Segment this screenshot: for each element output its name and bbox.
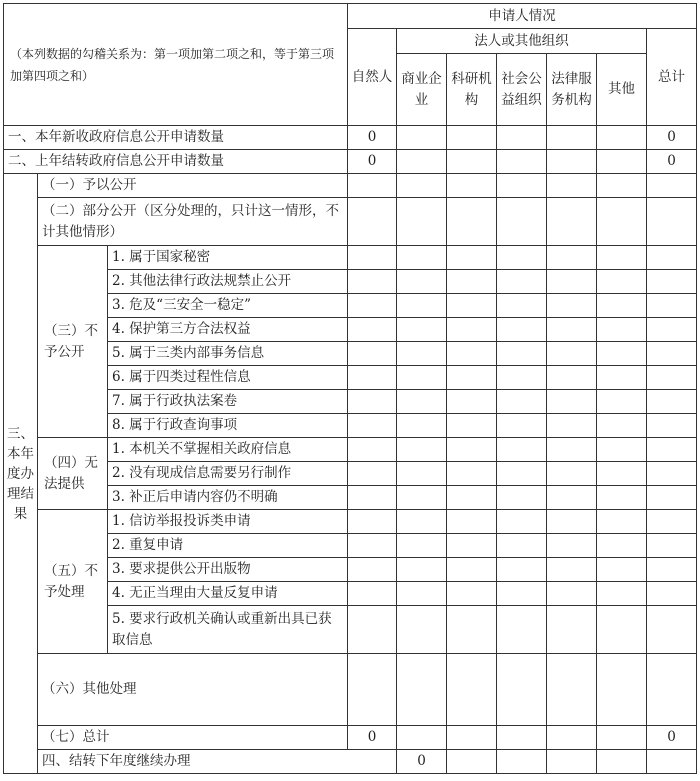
- row-label: 3. 补正后申请内容仍不明确: [108, 486, 348, 510]
- row-label: （七）总计: [38, 726, 348, 750]
- subsection-five-label: （五）不予处理: [38, 510, 108, 654]
- table-row: [4, 318, 697, 342]
- subsection-four-label: （四）无法提供: [38, 438, 108, 510]
- table-row: [4, 198, 697, 246]
- research-institution-header: 科研机构: [447, 54, 497, 126]
- row-label: 3. 要求提供公开出版物: [108, 558, 348, 582]
- row-label: 3. 危及“三安全一稳定”: [108, 294, 348, 318]
- table-row: [4, 438, 697, 462]
- row-label: 1. 属于国家秘密: [108, 246, 348, 270]
- table-row: [4, 486, 697, 510]
- row-label: 7. 属于行政执法案卷: [108, 390, 348, 414]
- total-value: 0: [647, 150, 697, 174]
- row-label: （一）予以公开: [38, 174, 348, 198]
- total-value: 0: [647, 126, 697, 150]
- row-label: （六）其他处理: [38, 654, 348, 726]
- row-label: 1. 本机关不掌握相关政府信息: [108, 438, 348, 462]
- row-label: 二、上年结转政府信息公开申请数量: [4, 150, 348, 174]
- table-row: [4, 558, 697, 582]
- social-welfare-org-header: 社会公益组织: [497, 54, 547, 126]
- total-value: 0: [647, 726, 697, 750]
- table-row: [4, 366, 697, 390]
- table-row: [4, 150, 697, 174]
- table-row: [4, 270, 697, 294]
- relation-note: （本列数据的勾稽关系为：第一项加第二项之和，等于第三项加第四项之和）: [4, 4, 348, 126]
- commercial-enterprise-header: 商业企业: [397, 54, 447, 126]
- table-row: [4, 294, 697, 318]
- row-label: 4. 保护第三方合法权益: [108, 318, 348, 342]
- natural-person-header: 自然人: [348, 29, 397, 126]
- table-row: [4, 726, 697, 750]
- legal-orgs-header: 法人或其他组织: [397, 29, 647, 54]
- row-label: 6. 属于四类过程性信息: [108, 366, 348, 390]
- row-label: 2. 没有现成信息需要另行制作: [108, 462, 348, 486]
- table-row: [4, 606, 697, 654]
- row-label: 四、结转下年度继续办理: [38, 750, 397, 774]
- table-row: [4, 390, 697, 414]
- row-label: 5. 要求行政机关确认或重新出具已获取信息: [108, 606, 348, 654]
- natural-person-value: 0: [348, 726, 397, 750]
- other-header: 其他: [597, 54, 647, 126]
- government-info-disclosure-table: [3, 3, 697, 774]
- total-header: 总计: [647, 29, 697, 126]
- row-label: 1. 信访举报投诉类申请: [108, 510, 348, 534]
- row-label: 一、本年新收政府信息公开申请数量: [4, 126, 348, 150]
- natural-person-value: 0: [348, 150, 397, 174]
- row-label: 2. 重复申请: [108, 534, 348, 558]
- table-row: [4, 126, 697, 150]
- table-row: [4, 174, 697, 198]
- table-row: [4, 750, 697, 774]
- row-label: 8. 属于行政查询事项: [108, 414, 348, 438]
- section-three-label: 三、本年度办理结果: [4, 174, 38, 774]
- row-label: （二）部分公开（区分处理的，只计这一情形，不计其他情形）: [38, 198, 348, 246]
- row-label: 5. 属于三类内部事务信息: [108, 342, 348, 366]
- table-row: [4, 582, 697, 606]
- table-row: [4, 510, 697, 534]
- table-row: [4, 342, 697, 366]
- table-row: [4, 462, 697, 486]
- applicant-situation-header: 申请人情况: [348, 4, 697, 29]
- table-row: [4, 246, 697, 270]
- row-label: 2. 其他法律行政法规禁止公开: [108, 270, 348, 294]
- subsection-three-label: （三）不予公开: [38, 246, 108, 438]
- natural-person-value: 0: [348, 126, 397, 150]
- legal-service-org-header: 法律服务机构: [547, 54, 597, 126]
- natural-person-value: 0: [397, 750, 447, 774]
- row-label: 4. 无正当理由大量反复申请: [108, 582, 348, 606]
- table-row: [4, 414, 697, 438]
- table-row: [4, 654, 697, 726]
- table-row: [4, 534, 697, 558]
